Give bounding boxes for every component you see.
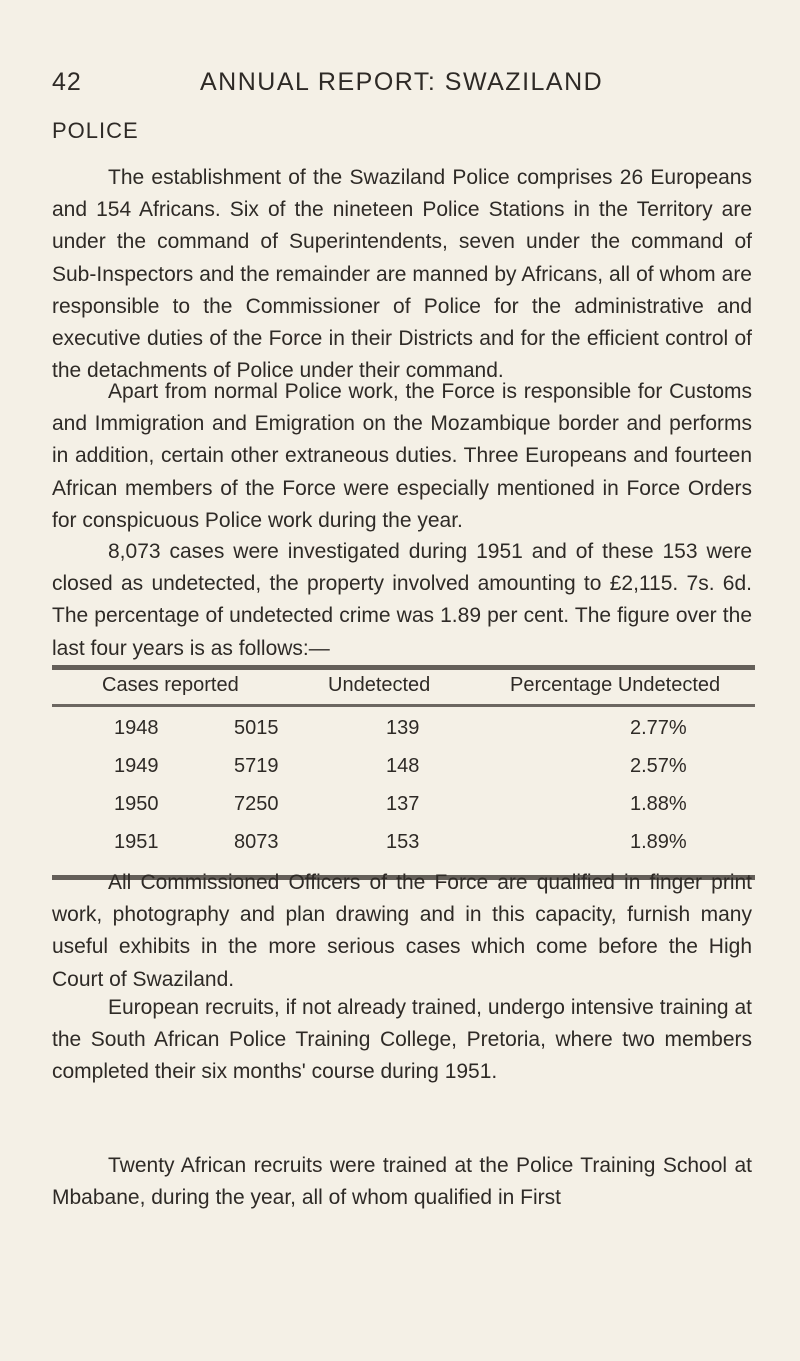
paragraph-duties: Apart from normal Police work, the Force is responsible for Customs and Immigration and Emigration on the Mozambique border and performs in addition, certain other extraneous duties. Three Europeans and fourteen African members of the Force were especially mentioned in Force Orders for conspicuous Police work during the year. [52, 380, 752, 532]
crime-statistics-table [52, 665, 755, 880]
cell-year: 1950 [114, 793, 159, 815]
cell-reported: 7250 [234, 793, 279, 815]
column-header-cases-reported: Cases reported [102, 674, 239, 696]
cell-undetected: 139 [386, 717, 420, 739]
paragraph-officers: All Commissioned Officers of the Force are qualified in finger print work, photography and plan drawing and in this capacity, furnish many useful exhibits in the more serious cases which come before the High Court of Swaziland. [52, 871, 752, 991]
paragraph-cases: 8,073 cases were investigated during 1951 and of these 153 were closed as undetected, the property involved amounting to £2,115. 7s. 6d. The percentage of undetected crime was 1.89 per cent. The figure over the last four years is as follows:— [52, 540, 752, 660]
cell-year: 1949 [114, 755, 159, 777]
page-number: 42 [52, 68, 82, 96]
cell-percentage: 1.89% [630, 831, 687, 853]
cell-year: 1951 [114, 831, 159, 853]
cell-undetected: 148 [386, 755, 420, 777]
cell-percentage: 2.77% [630, 717, 687, 739]
table-row [52, 793, 755, 829]
column-header-percentage: Percentage Undetected [510, 674, 721, 696]
section-heading: POLICE [52, 118, 139, 143]
page-header [52, 68, 740, 108]
paragraph-establishment: The establishment of the Swaziland Police comprises 26 Europeans and 154 Africans. Six of the nineteen Police Stations in the Territory are under the command of Superintendents, seven under the command of Sub-Inspectors and the remainder are manned by Africans, all of whom are responsible to the Commissioner of Police for the administrative and executive duties of the Force in their Districts and for the efficient control of the detachments of Police under their command. [52, 166, 752, 383]
paragraph-european-recruits: European recruits, if not already trained, undergo intensive training at the South African Police Training College, Pretoria, where two members completed their six months' course during 1951. [52, 996, 752, 1084]
table-header-row [52, 670, 755, 700]
cell-year: 1948 [114, 717, 159, 739]
cell-undetected: 153 [386, 831, 420, 853]
cell-undetected: 137 [386, 793, 420, 815]
table-row [52, 755, 755, 791]
cell-percentage: 2.57% [630, 755, 687, 777]
cell-reported: 8073 [234, 831, 279, 853]
table-body [52, 707, 755, 867]
running-title: ANNUAL REPORT: SWAZILAND [200, 68, 604, 96]
cell-percentage: 1.88% [630, 793, 687, 815]
column-header-undetected: Undetected [328, 674, 431, 696]
table-row [52, 831, 755, 867]
paragraph-african-recruits: Twenty African recruits were trained at the Police Training School at Mbabane, during the year, all of whom qualified in First [52, 1154, 752, 1210]
table-row [52, 717, 755, 753]
cell-reported: 5015 [234, 717, 279, 739]
cell-reported: 5719 [234, 755, 279, 777]
